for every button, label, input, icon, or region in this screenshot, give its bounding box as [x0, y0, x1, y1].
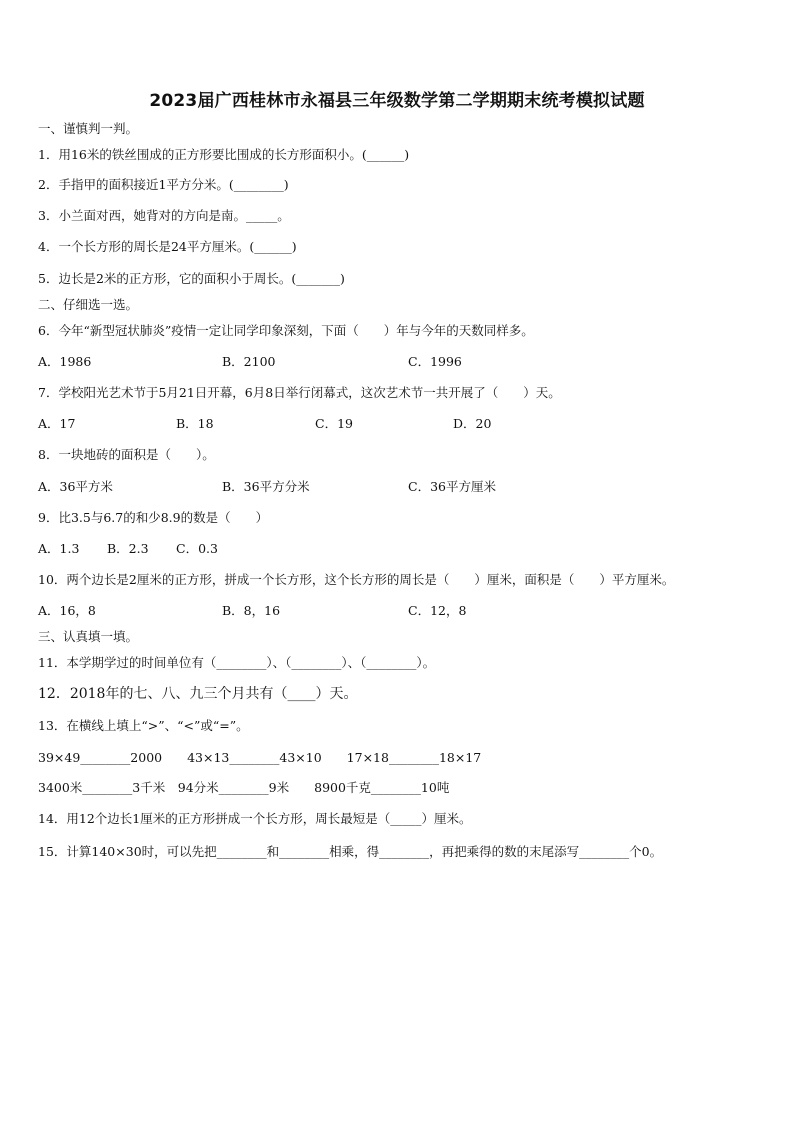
question-12: 12．2018年的七、八、九三个月共有（____）天。: [38, 686, 358, 702]
question-1: 1．用16米的铁丝围成的正方形要比围成的长方形面积小。(______): [38, 147, 410, 162]
question-15: 15．计算140×30时，可以先把________和________相乘，得________，再把乘得的数的末尾添写________个0。: [38, 844, 663, 859]
q8-option-b: B．36平方分米: [222, 479, 310, 494]
question-5: 5．边长是2米的正方形，它的面积小于周长。(_______): [38, 271, 345, 286]
question-13-row-1: 39×49________2000 43×13________43×10 17×18________18×17: [38, 750, 482, 765]
question-7: 7．学校阳光艺术节于5月21日开幕，6月8日举行闭幕式，这次艺术节一共开展了（ ）天。: [38, 385, 561, 400]
q8-option-a: A．36平方米: [38, 479, 113, 494]
question-13-row-2: 3400米________3千米 94分米________9米 8900千克________10吨: [38, 780, 450, 795]
q7-option-d: D．20: [453, 416, 492, 431]
question-2: 2．手指甲的面积接近1平方分米。(________): [38, 177, 289, 192]
page-title: 2023届广西桂林市永福县三年级数学第二学期期末统考模拟试题: [149, 91, 645, 111]
q9-option-a: A．1.3: [38, 541, 80, 556]
q7-option-a: A．17: [38, 416, 76, 431]
question-14: 14．用12个边长1厘米的正方形拼成一个长方形，周长最短是（_____）厘米。: [38, 811, 472, 826]
section-3-heading: 三、认真填一填。: [38, 629, 139, 644]
question-9: 9．比3.5与6.7的和少8.9的数是（ ）: [38, 510, 269, 525]
question-8: 8．一块地砖的面积是（ ）。: [38, 447, 215, 462]
q9-option-c: C．0.3: [176, 541, 218, 556]
section-1-heading: 一、谨慎判一判。: [38, 121, 139, 136]
question-3: 3．小兰面对西，她背对的方向是南。_____。: [38, 208, 290, 223]
question-11: 11．本学期学过的时间单位有（________）、（________）、（________）。: [38, 655, 436, 670]
q6-option-b: B．2100: [222, 354, 276, 369]
q10-option-a: A．16，8: [38, 603, 96, 618]
q9-option-b: B．2.3: [107, 541, 149, 556]
question-4: 4．一个长方形的周长是24平方厘米。(______): [38, 239, 297, 254]
question-10: 10．两个边长是2厘米的正方形，拼成一个长方形，这个长方形的周长是（ ）厘米，面积是（ ）平方厘米。: [38, 572, 675, 587]
q6-option-c: C．1996: [408, 354, 462, 369]
question-6: 6．今年“新型冠状肺炎”疫情一定让同学印象深刻，下面（ ）年与今年的天数同样多。: [38, 323, 534, 338]
section-2-heading: 二、仔细选一选。: [38, 297, 139, 312]
q10-option-b: B．8，16: [222, 603, 281, 618]
q8-option-c: C．36平方厘米: [408, 479, 496, 494]
q6-option-a: A．1986: [38, 354, 92, 369]
question-13: 13．在横线上填上“>”、“<”或“=”。: [38, 718, 249, 733]
q10-option-c: C．12，8: [408, 603, 467, 618]
q7-option-c: C．19: [315, 416, 353, 431]
q7-option-b: B．18: [176, 416, 214, 431]
